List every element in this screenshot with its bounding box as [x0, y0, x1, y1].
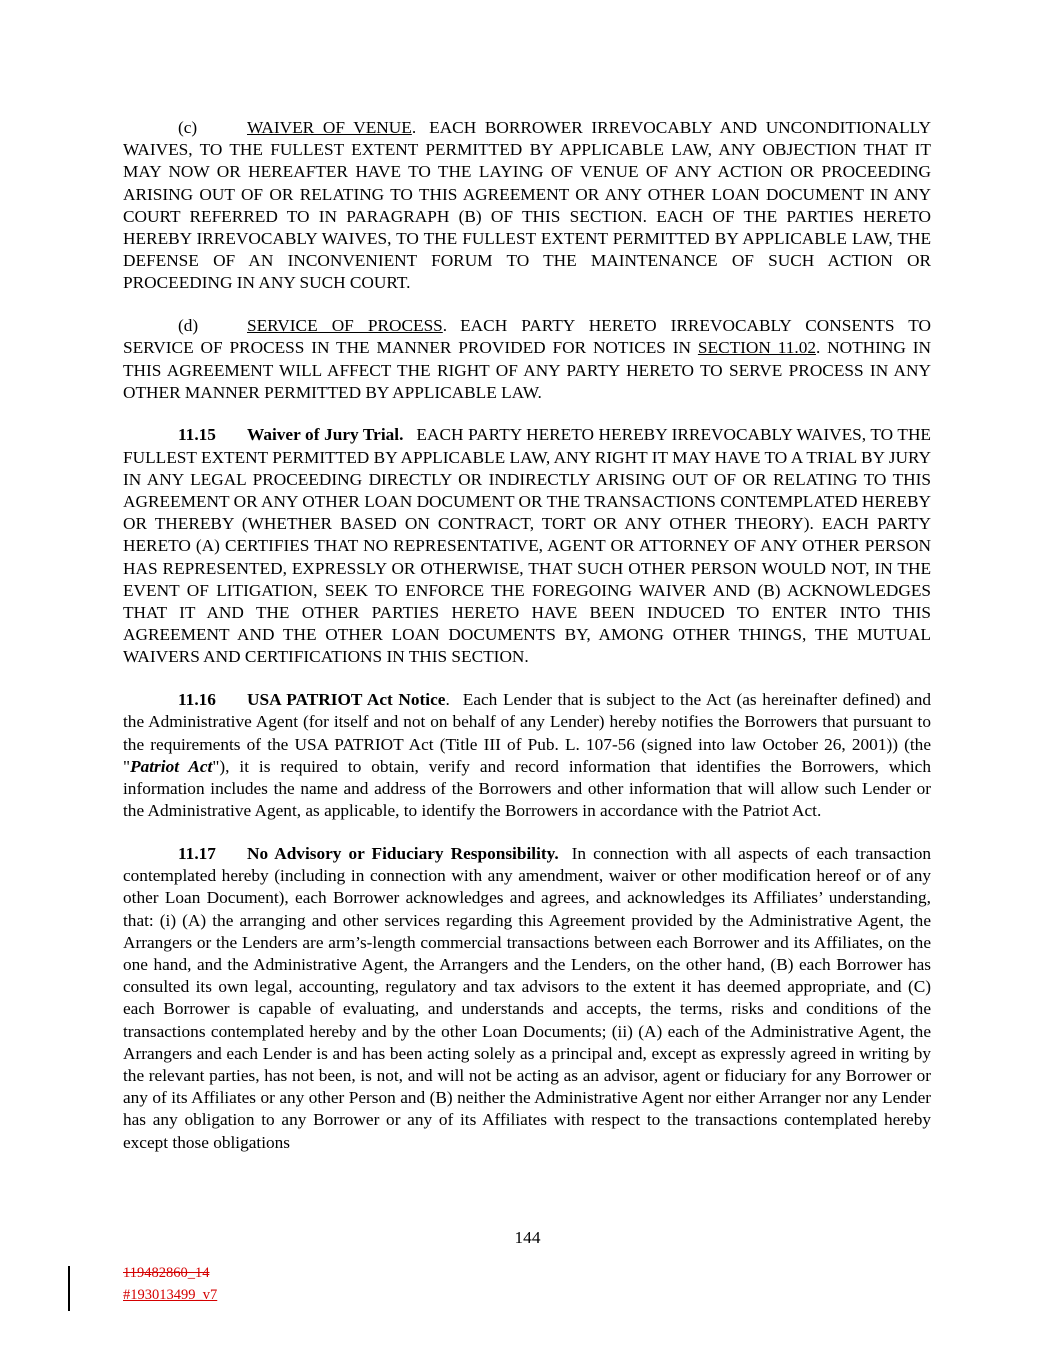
- heading-period: .: [442, 316, 448, 336]
- waiver-of-venue-heading: WAIVER OF VENUE: [247, 118, 412, 137]
- section-11-17-no-advisory-or-fiduciary-responsibility: [123, 843, 931, 1154]
- page-number: 144: [514, 1228, 541, 1247]
- service-of-process-heading: SERVICE OF PROCESS: [247, 316, 443, 336]
- title-period: .: [445, 690, 450, 710]
- section-11-15-body: EACH PARTY HERETO HEREBY IRREVOCABLY WAIVES, TO THE FULLEST EXTENT PERMITTED BY APPLICABLE LAW, ANY RIGHT IT MAY HAVE TO A TRIAL BY JURY IN ANY LEGAL PROCEEDING DIRECTLY OR INDIRECTLY ARISING OUT OF OR RELATING TO THIS AGREEMENT OR ANY OTHER LOAN DOCUMENT OR THE TRANSACTIONS CONTEMPLATED HEREBY OR THEREBY (WHETHER BASED ON CONTRACT, TORT OR ANY OTHER THEORY). EACH PARTY HERETO (A) CERTIFIES THAT NO REPRESENTATIVE, AGENT OR ATTORNEY OF ANY OTHER PERSON HAS REPRESENTED, EXPRESSLY OR OTHERWISE, THAT SUCH OTHER PERSON WOULD NOT, IN THE EVENT OF LITIGATION, SEEK TO ENFORCE THE FOREGOING WAIVER AND (B) ACKNOWLEDGES THAT IT AND THE OTHER PARTIES HERETO HAVE BEEN INDUCED TO ENTER INTO THIS AGREEMENT AND THE OTHER LOAN DOCUMENTS BY, AMONG OTHER THINGS, THE MUTUAL WAIVERS AND CERTIFICATIONS IN THIS SECTION.: [123, 425, 931, 667]
- section-11-16-number: 11.16: [178, 690, 216, 710]
- section-11-15-waiver-of-jury-trial: [123, 424, 931, 668]
- section-11-16-usa-patriot-act-notice: [123, 689, 931, 822]
- doc-id-new: #193013499_v7: [123, 1286, 218, 1303]
- heading-period: .: [411, 118, 417, 137]
- paragraph-d-body-start: EACH PARTY HERETO IRREVOCABLY CONSENTS TO SERVICE OF PROCESS IN THE MANNER PROVIDED FOR NOTICES IN: [123, 316, 932, 358]
- paragraph-c-label: (c): [178, 118, 198, 137]
- section-11-16-body-end: "), it is required to obtain, verify and record information that identifies the Borrowers, which information includes the name and address of the Borrowers and other information that will allow such Lender or the Administrative Agent, as applicable, to identify the Borrowers in accordance with the Patriot Act.: [123, 756, 931, 821]
- section-11-02-cross-reference: SECTION 11.02: [697, 338, 816, 358]
- section-11-16-body-start: Each Lender that is subject to the Act (as hereinafter defined) and the Administrative Agent (for itself and not on behalf of any Lender) hereby notifies the Borrowers that pursuant to the requirements of the USA PATRIOT Act (Title III of Pub. L. 107-56 (signed into law October 26, 2001)) (the ": [123, 690, 931, 776]
- paragraph-d-service-of-process: [123, 315, 931, 404]
- section-11-17-title: No Advisory or Fiduciary Responsibility.: [247, 843, 559, 863]
- section-11-17-body: In connection with all aspects of each transaction contemplated hereby (including in connection with any amendment, waiver or other modification hereof or of any other Loan Document), each Borrower acknowledges and agrees, and acknowledges its Affiliates’ understanding, that: (i) (A) the arranging and other services regarding this Agreement provided by the Administrative Agent, the Arrangers or the Lenders are arm’s-length commercial transactions between each Borrower and its Affiliates, on the one hand, and the Administrative Agent, the Arrangers and the Lenders, on the other hand, (B) each Borrower has consulted its own legal, accounting, regulatory and tax advisors to the extent it has deemed appropriate, and (C) each Borrower is capable of evaluating, and understands and accepts, the terms, risks and conditions of the transactions contemplated hereby and by the other Loan Documents; (ii) (A) each of the Administrative Agent, the Arrangers and each Lender is and has been acting solely as a principal and, except as expressly agreed in writing by the relevant parties, has not been, is not, and will not be acting as an advisor, agent or fiduciary for any Borrower or any of its Affiliates or any other Person and (B) neither the Administrative Agent nor either Arranger nor any Lender has any obligation to any Borrower or any of its Affiliates with respect to the transactions contemplated hereby except those obligations: [123, 843, 931, 1152]
- document-footer: [123, 1263, 217, 1306]
- paragraph-d-body-end: . NOTHING IN THIS AGREEMENT WILL AFFECT THE RIGHT OF ANY PARTY HERETO TO SERVE PROCESS IN ANY OTHER MANNER PERMITTED BY APPLICABLE LAW.: [123, 338, 931, 402]
- section-11-15-title: Waiver of Jury Trial: [247, 425, 400, 445]
- doc-id-old: 119482860_14: [123, 1265, 210, 1281]
- document-body: [123, 117, 931, 1174]
- section-11-16-title: USA PATRIOT Act Notice: [247, 690, 446, 710]
- section-11-15-number: 11.15: [178, 425, 216, 445]
- section-11-17-number: 11.17: [178, 843, 216, 863]
- paragraph-c-waiver-of-venue: [123, 117, 931, 295]
- paragraph-c-body: EACH BORROWER IRREVOCABLY AND UNCONDITIONALLY WAIVES, TO THE FULLEST EXTENT PERMITTED BY APPLICABLE LAW, ANY OBJECTION THAT IT MAY NOW OR HEREAFTER HAVE TO THE LAYING OF VENUE OF ANY ACTION OR PROCEEDING ARISING OUT OF OR RELATING TO THIS AGREEMENT OR ANY OTHER LOAN DOCUMENT IN ANY COURT REFERRED TO IN PARAGRAPH (B) OF THIS SECTION. EACH OF THE PARTIES HERETO HEREBY IRREVOCABLY WAIVES, TO THE FULLEST EXTENT PERMITTED BY APPLICABLE LAW, THE DEFENSE OF AN INCONVENIENT FORUM TO THE MAINTENANCE OF SUCH ACTION OR PROCEEDING IN ANY SUCH COURT.: [123, 118, 931, 293]
- paragraph-d-label: (d): [178, 316, 199, 336]
- revision-change-bar: [68, 1266, 70, 1311]
- patriot-act-defined-term: Patriot Act: [130, 756, 213, 776]
- title-period: .: [399, 425, 404, 445]
